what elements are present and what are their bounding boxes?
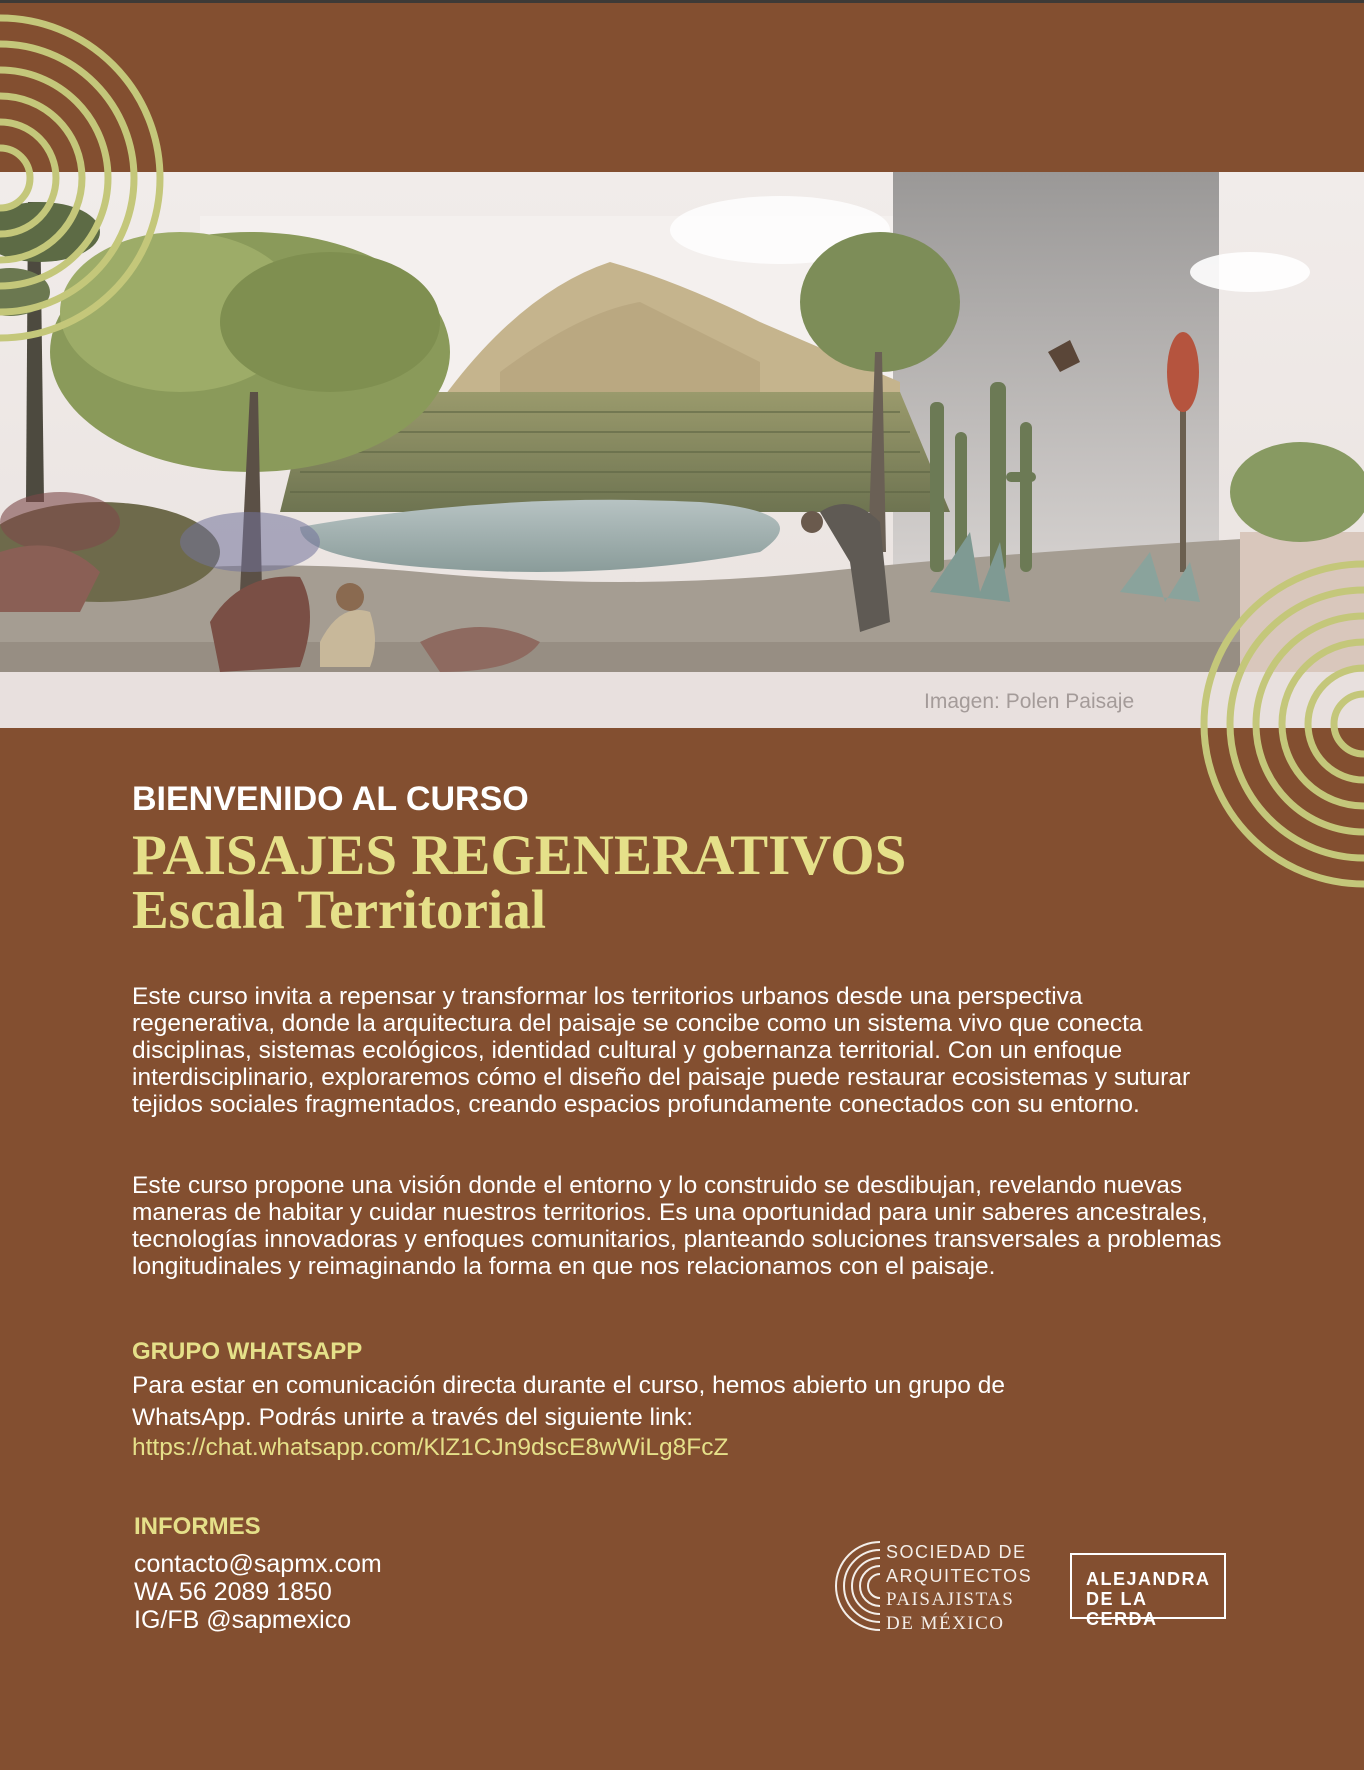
sap-line-3: PAISAJISTAS bbox=[886, 1589, 1015, 1610]
top-border-line bbox=[0, 0, 1364, 3]
course-kicker: BIENVENIDO AL CURSO bbox=[132, 780, 529, 818]
informes-heading: INFORMES bbox=[134, 1513, 261, 1540]
adlc-line-2: DE LA CERDA bbox=[1086, 1589, 1158, 1629]
course-title: PAISAJES REGENERATIVOS bbox=[132, 824, 907, 887]
sap-line-1: SOCIEDAD DE bbox=[886, 1542, 1027, 1562]
course-subtitle: Escala Territorial bbox=[132, 879, 546, 940]
adlc-line-1: ALEJANDRA bbox=[1086, 1569, 1211, 1589]
sap-line-4: DE MÉXICO bbox=[886, 1613, 1005, 1634]
contact-email[interactable]: contacto@sapmx.com bbox=[134, 1550, 382, 1578]
description-paragraph-1: Este curso invita a repensar y transformar los territorios urbanos desde una perspectiva regenerativa, donde la arquitectura del paisaje se concibe como un sistema vivo que conecta disciplinas, sistemas ecológicos, identidad cultural y gobernanza territorial. Con un enfoque interdisciplinario, exploraremos cómo el diseño del paisaje puede restaurar ecosistemas y suturar tejidos sociales fragmentados, creando espacios profundamente conectados con su entorno. bbox=[132, 983, 1191, 1118]
image-caption: Imagen: Polen Paisaje bbox=[924, 690, 1135, 713]
whatsapp-text: Para estar en comunicación directa durante el curso, hemos abierto un grupo de WhatsApp. Podrás unirte a través del siguiente link: bbox=[132, 1372, 1005, 1431]
landscape-illustration bbox=[0, 172, 1364, 728]
whatsapp-link[interactable]: https://chat.whatsapp.com/KlZ1CJn9dscE8wWiLg8FcZ bbox=[132, 1434, 729, 1461]
sap-logo-text bbox=[886, 1540, 1032, 1636]
contact-social[interactable]: IG/FB @sapmexico bbox=[134, 1606, 352, 1634]
sap-line-2: ARQUITECTOS bbox=[886, 1566, 1033, 1586]
contact-phone[interactable]: WA 56 2089 1850 bbox=[134, 1578, 332, 1606]
hero-landscape-image bbox=[0, 172, 1364, 728]
alejandra-de-la-cerda-logo bbox=[1070, 1553, 1226, 1629]
description-paragraph-2: Este curso propone una visión donde el entorno y lo construido se desdibujan, revelando nuevas maneras de habitar y cuidar nuestros territorios. Es una oportunidad para unir saberes ancestrales, tecnologías innovadoras y enfoques comunitarios, planteando soluciones transversales a problemas longitudinales y reimaginando la forma en que nos relacionamos con el paisaje. bbox=[132, 1172, 1222, 1280]
whatsapp-heading: GRUPO WHATSAPP bbox=[132, 1338, 363, 1365]
sap-logo-icon bbox=[822, 1538, 882, 1634]
